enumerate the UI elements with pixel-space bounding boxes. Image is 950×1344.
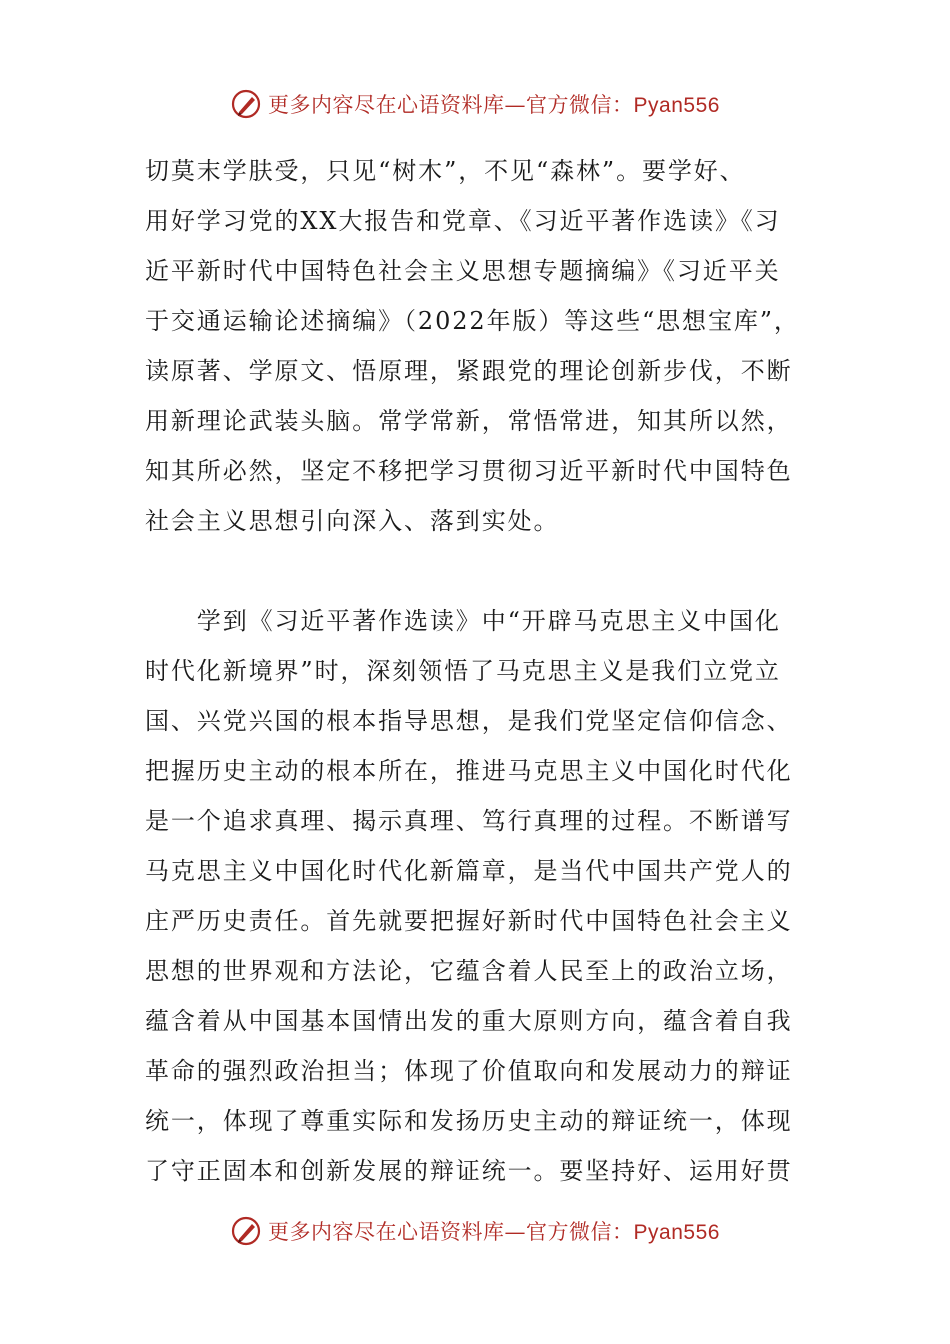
text-line: 蕴含着从中国基本国情出发的重大原则方向，蕴含着自我	[145, 1007, 793, 1035]
paragraph-1	[145, 146, 805, 546]
text-line: 国、兴党兴国的根本指导思想，是我们党坚定信仰信念、	[145, 707, 793, 735]
text-line: 用好学习党的XX大报告和党章、《习近平著作选读》《习	[145, 207, 781, 235]
pen-circle-logo-icon	[230, 88, 262, 120]
text-line: 用新理论武装头脑。常学常新，常悟常进，知其所以然，	[145, 407, 793, 435]
text-line: 切莫末学肤受，只见“树木”，不见“森林”。要学好、	[145, 157, 746, 185]
text-line: 近平新时代中国特色社会主义思想专题摘编》《习近平关	[145, 257, 781, 285]
text-line: 思想的世界观和方法论，它蕴含着人民至上的政治立场，	[145, 957, 793, 985]
wechat-id: Pyan556	[633, 94, 720, 117]
watermark-text	[268, 89, 720, 119]
pen-circle-logo-icon	[230, 1215, 262, 1247]
text-line: 把握历史主动的根本所在，推进马克思主义中国化时代化	[145, 757, 793, 785]
text-line: 庄严历史责任。首先就要把握好新时代中国特色社会主义	[145, 907, 793, 935]
text-line: 学到《习近平著作选读》中“开辟马克思主义中国化	[145, 607, 781, 635]
text-line: 统一，体现了尊重实际和发扬历史主动的辩证统一，体现	[145, 1107, 793, 1135]
watermark-header	[0, 84, 950, 124]
watermark-label: 更多内容尽在心语资料库—官方微信：	[268, 1220, 634, 1244]
watermark-text	[268, 1216, 720, 1246]
wechat-id: Pyan556	[633, 1221, 720, 1244]
text-line: 时代化新境界”时，深刻领悟了马克思主义是我们立党立	[145, 657, 781, 685]
text-line: 了守正固本和创新发展的辩证统一。要坚持好、运用好贯	[145, 1157, 793, 1185]
text-line: 是一个追求真理、揭示真理、笃行真理的过程。不断谱写	[145, 807, 793, 835]
text-line: 革命的强烈政治担当；体现了价值取向和发展动力的辩证	[145, 1057, 793, 1085]
text-line: 知其所必然，坚定不移把学习贯彻习近平新时代中国特色	[145, 457, 793, 485]
text-line: 马克思主义中国化时代化新篇章，是当代中国共产党人的	[145, 857, 793, 885]
paragraph-2	[145, 596, 805, 1196]
document-body	[145, 146, 805, 1196]
watermark-footer	[0, 1211, 950, 1251]
text-line: 社会主义思想引向深入、落到实处。	[145, 507, 560, 535]
text-line: 读原著、学原文、悟原理，紧跟党的理论创新步伐，不断	[145, 357, 793, 385]
watermark-label: 更多内容尽在心语资料库—官方微信：	[268, 93, 634, 117]
text-line: 于交通运输论述摘编》（2022年版）等这些“思想宝库”，	[145, 307, 800, 335]
